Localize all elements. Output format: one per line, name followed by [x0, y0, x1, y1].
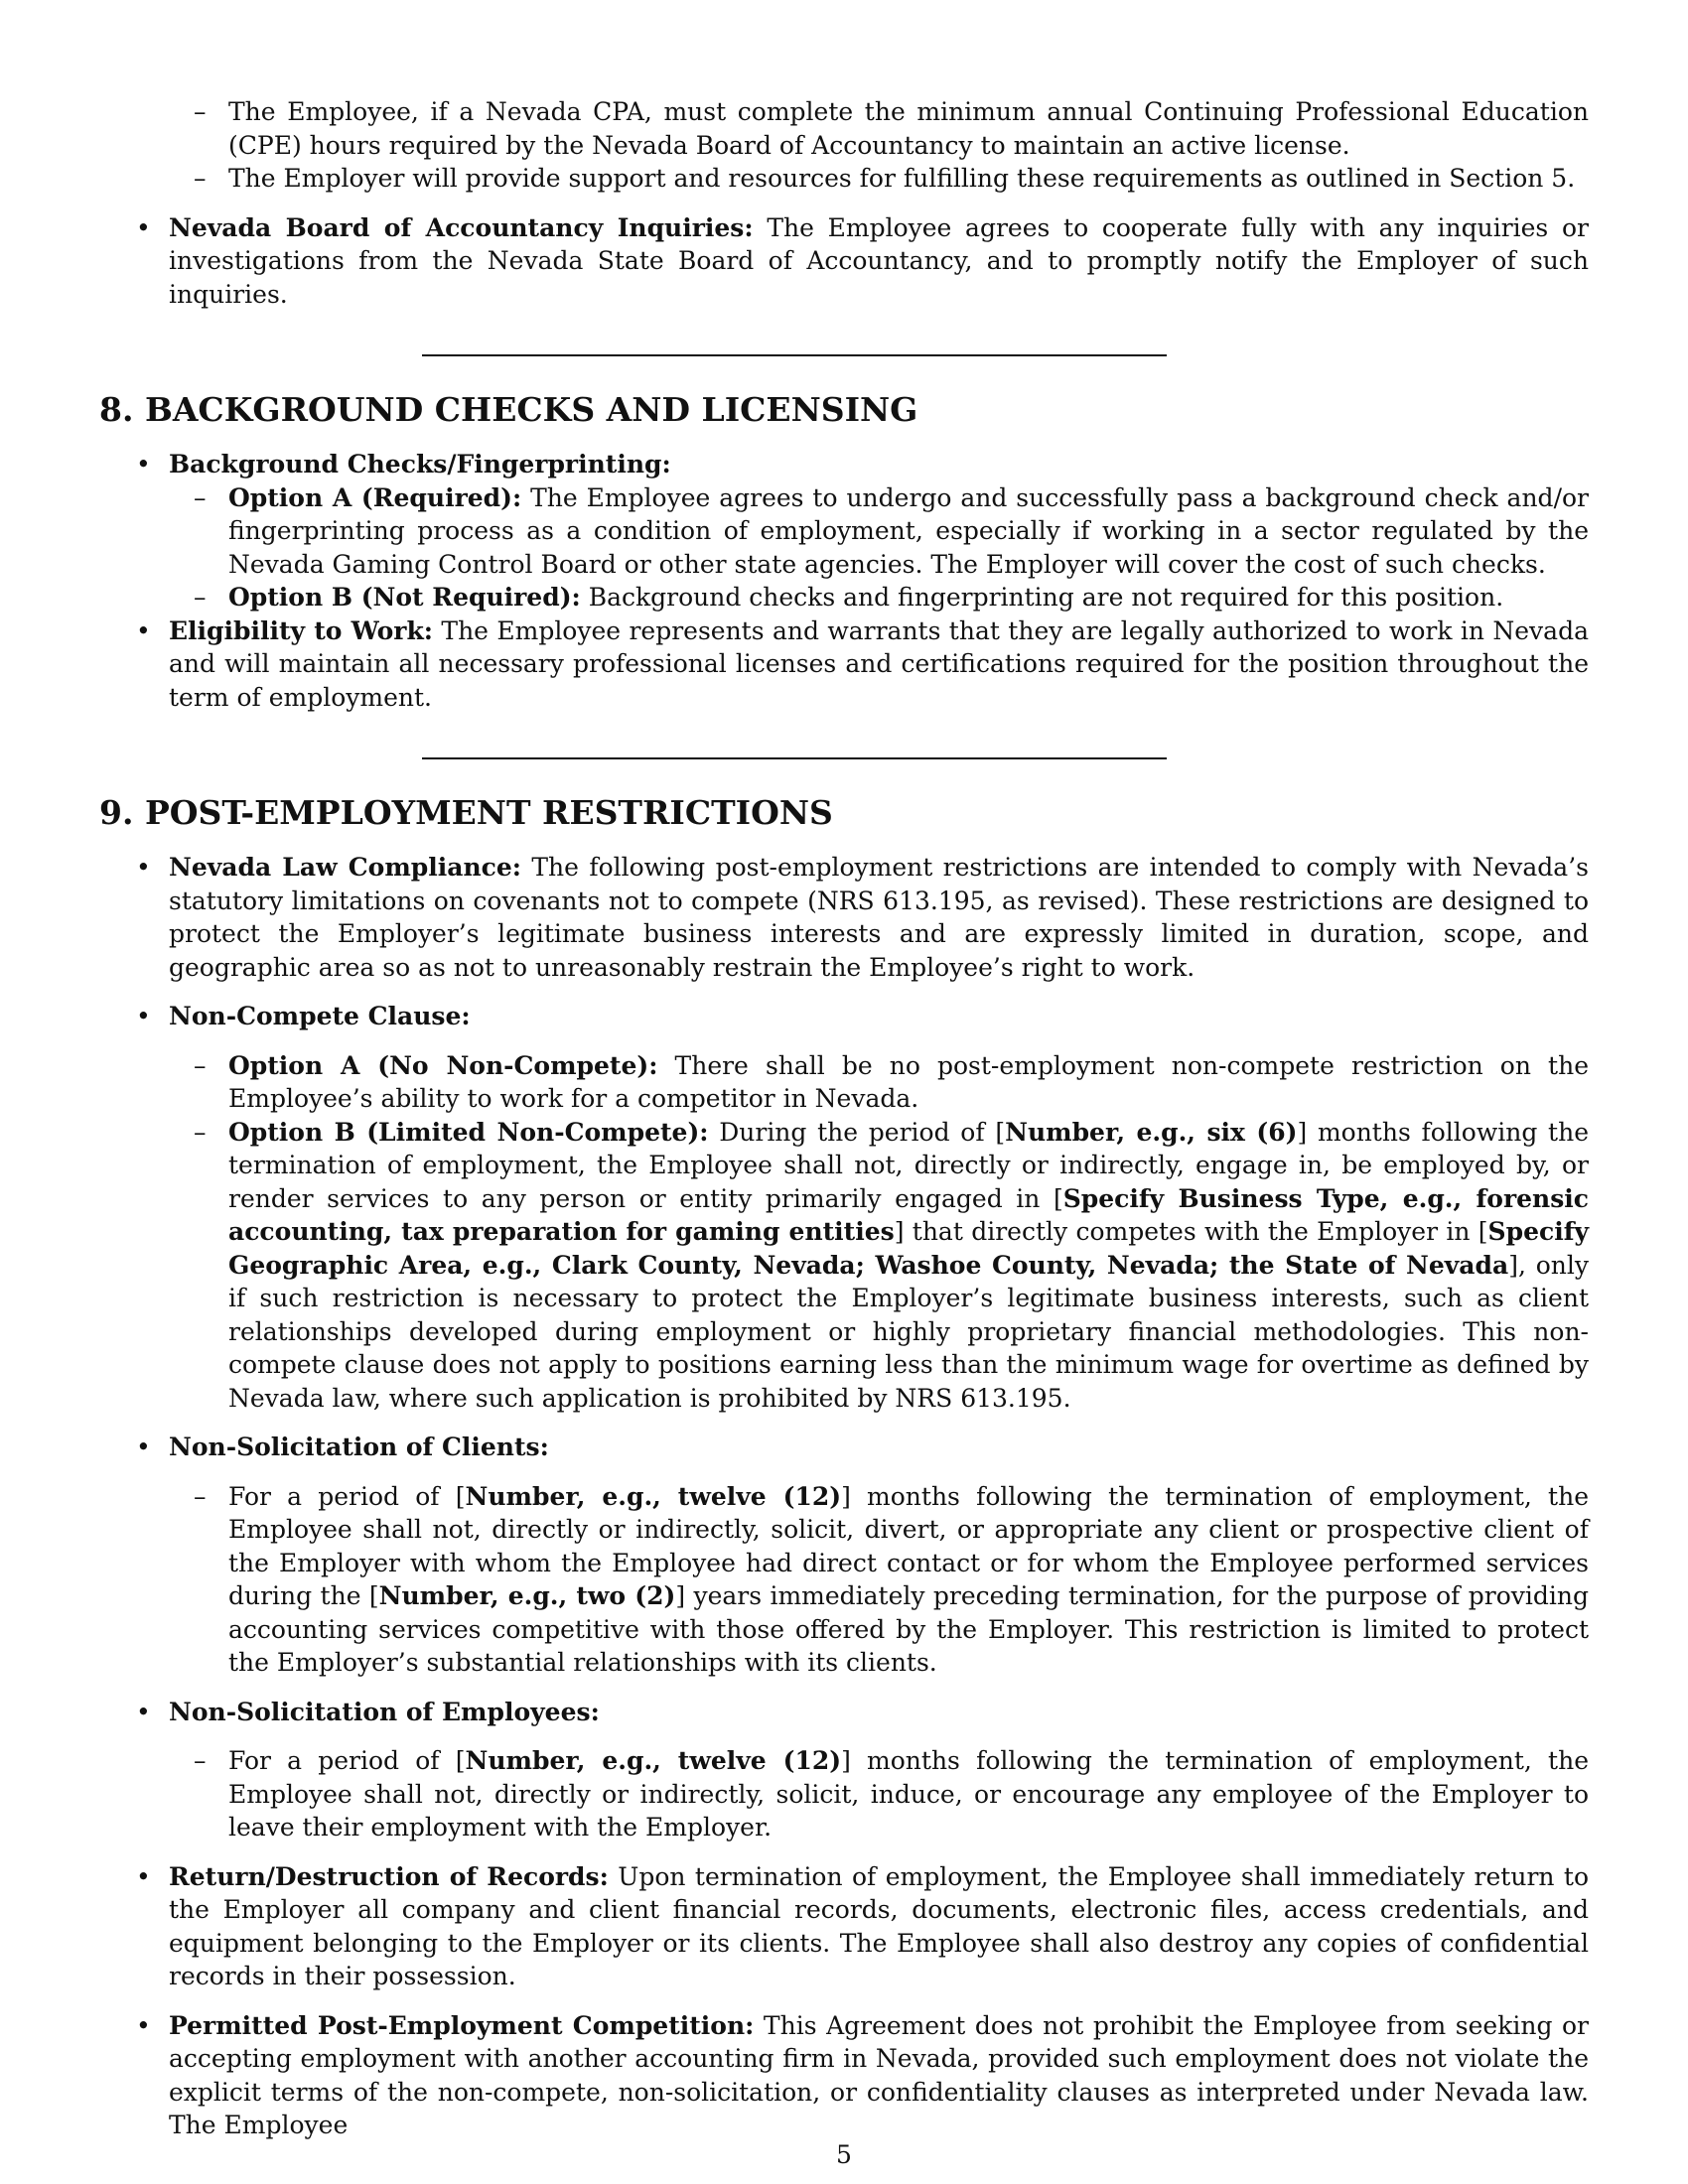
section-9-list: [99, 851, 1589, 2142]
dash-marker: –: [194, 164, 207, 193]
list-item: – The Employee, if a Nevada CPA, must complete the minimum annual Continuing Professional Education (CPE) hours required by the Nevada Board of Accountancy to maintain an active license.: [194, 97, 1589, 160]
dash-marker: –: [194, 97, 207, 126]
nc-option-b-item: – Option B (Limited Non-Compete): During the period of [Number, e.g., six (6)] months following the termination of employment, the Employee shall not, directly or indirectly, engage in, be employed by, or render services to any person or entity primarily engaged in [Specify Business Type, e.g., forensic accounting, tax preparation for gaming entities] that directly competes with the Employer in [Specify Geographic Area, e.g., Clark County, Nevada; Washoe County, Nevada; the State of Nevada], only if such restriction is necessary to protect the Employer’s legitimate business interests, such as client relationships developed during employment or highly proprietary financial methodologies. This non-compete clause does not apply to positions earning less than the minimum wage for overtime as defined by Nevada law, where such application is prohibited by NRS 613.195.: [194, 1117, 1590, 1413]
section-8-heading: 8. BACKGROUND CHECKS AND LICENSING: [99, 390, 918, 429]
bullet-marker: •: [136, 212, 151, 242]
permitted-competition-item: • Permitted Post-Employment Competition: This Agreement does not prohibit the Employee from seeking or accepting employment with another accounting firm in Nevada, provided such employment does not violate the explicit terms of the non-compete, non-solicitation, or confidentiality clauses as interpreted under Nevada law. The Employee: [136, 2010, 1589, 2139]
dash-marker: –: [194, 482, 207, 512]
bullet-marker: •: [136, 2010, 151, 2040]
bullet-marker: •: [136, 1861, 151, 1891]
page-number: 5: [836, 2140, 852, 2169]
background-checks-item: • Background Checks/Fingerprinting: – Option A (Required): The Employee agrees to undergo and successfully pass a background check and/or fingerprinting process as a condition of employment, especially if working in a sector regulated by the Nevada Gaming Control Board or other state agencies. The Employer will cover the cost of such checks. – Option B (Not Required): Background checks and fingerprinting are not required for this position.: [99, 448, 1589, 614]
list-item: – For a period of [Number, e.g., twelve (12)] months following the termination of employment, the Employee shall not, directly or indirectly, solicit, divert, or appropriate any client or prospective client of the Employer with whom the Employee had direct contact or for whom the Employee performed services during the [Number, e.g., two (2)] years immediately preceding termination, for the purpose of providing accounting services competitive with those offered by the Employer. This restriction is limited to protect the Employer’s substantial relationships with its clients.: [194, 1481, 1590, 1677]
dash-marker: –: [194, 1050, 207, 1080]
bullet-marker: •: [136, 1002, 151, 1030]
cpe-sublist: [99, 95, 1589, 196]
dash-marker: –: [194, 1746, 207, 1775]
bullet-marker: •: [136, 615, 151, 645]
section-divider: [422, 354, 1167, 356]
dash-marker: –: [194, 1117, 207, 1147]
dash-marker: –: [194, 1481, 207, 1511]
list-item: – For a period of [Number, e.g., twelve (12)] months following the termination of employment, the Employee shall not, directly or indirectly, solicit, induce, or encourage any employee of the Employer to leave their employment with the Employer.: [194, 1746, 1590, 1842]
section-divider: [422, 757, 1167, 759]
board-inquiries-item: • Nevada Board of Accountancy Inquiries: The Employee agrees to cooperate fully with any inquiries or investigations from the Nevada State Board of Accountancy, and to promptly notify the Employer of such inquiries.: [136, 212, 1589, 309]
nc-option-a-item: – Option A (No Non-Compete): There shall be no post-employment non-compete restriction on the Employee’s ability to work for a competitor in Nevada.: [194, 1050, 1589, 1113]
section-8-list: [99, 448, 1589, 714]
non-solicitation-employees-item: • Non-Solicitation of Employees: – For a period of [Number, e.g., twelve (12)] months following the termination of employment, the Employee shall not, directly or indirectly, solicit, induce, or encourage any employee of the Employer to leave their employment with the Employer.: [99, 1696, 1589, 1844]
option-a-item: – Option A (Required): The Employee agrees to undergo and successfully pass a background check and/or fingerprinting process as a condition of employment, especially if working in a sector regulated by the Nevada Gaming Control Board or other state agencies. The Employer will cover the cost of such checks.: [194, 482, 1589, 579]
non-compete-item: • Non-Compete Clause: – Option A (No Non-Compete): There shall be no post-employment non-compete restriction on the Employee’s ability to work for a competitor in Nevada. – Option B (Limited Non-Compete): During the period of [Number, e.g., six (6)] months following the termination of employment, the Employee shall not, directly or indirectly, engage in, be employed by, or render services to any person or entity primarily engaged in [Specify Business Type, e.g., forensic accounting, tax preparation for gaming entities] that directly competes with the Employer in [Specify Geographic Area, e.g., Clark County, Nevada; Washoe County, Nevada; the State of Nevada], only if such restriction is necessary to protect the Employer’s legitimate business interests, such as client relationships developed during employment or highly proprietary financial methodologies. This non-compete clause does not apply to positions earning less than the minimum wage for overtime as defined by Nevada law, where such application is prohibited by NRS 613.195.: [99, 1000, 1589, 1415]
eligibility-item: • Eligibility to Work: The Employee represents and warrants that they are legally authorized to work in Nevada and will maintain all necessary professional licenses and certifications required for the position throughout the term of employment.: [136, 615, 1589, 712]
non-solicitation-clients-item: • Non-Solicitation of Clients: – For a period of [Number, e.g., twelve (12)] months following the termination of employment, the Employee shall not, directly or indirectly, solicit, divert, or appropriate any client or prospective client of the Employer with whom the Employee had direct contact or for whom the Employee performed services during the [Number, e.g., two (2)] years immediately preceding termination, for the purpose of providing accounting services competitive with those offered by the Employer. This restriction is limited to protect the Employer’s substantial relationships with its clients.: [99, 1431, 1589, 1680]
bullet-marker: •: [136, 1697, 151, 1726]
bullet-marker: •: [136, 450, 151, 478]
document-page: [99, 95, 1589, 2142]
bullet-marker: •: [136, 853, 151, 882]
top-bullets: [99, 211, 1589, 312]
law-compliance-item: • Nevada Law Compliance: The following post-employment restrictions are intended to comply with Nevada’s statutory limitations on covenants not to compete (NRS 613.195, as revised). These restrictions are designed to protect the Employer’s legitimate business interests and are expressly limited in duration, scope, and geographic area so as not to unreasonably restrain the Employee’s right to work.: [136, 853, 1589, 982]
list-item: – The Employer will provide support and resources for fulfilling these requirements as outlined in Section 5.: [99, 162, 1589, 196]
dash-marker: –: [194, 583, 207, 612]
section-9-heading: 9. POST-EMPLOYMENT RESTRICTIONS: [99, 793, 833, 832]
option-b-item: – Option B (Not Required): Background checks and fingerprinting are not required for this position.: [99, 581, 1589, 614]
bullet-marker: •: [136, 1433, 151, 1461]
return-records-item: • Return/Destruction of Records: Upon termination of employment, the Employee shall immediately return to the Employer all company and client financial records, documents, electronic files, access credentials, and equipment belonging to the Employer or its clients. The Employee shall also destroy any copies of confidential records in their possession.: [136, 1861, 1590, 1990]
